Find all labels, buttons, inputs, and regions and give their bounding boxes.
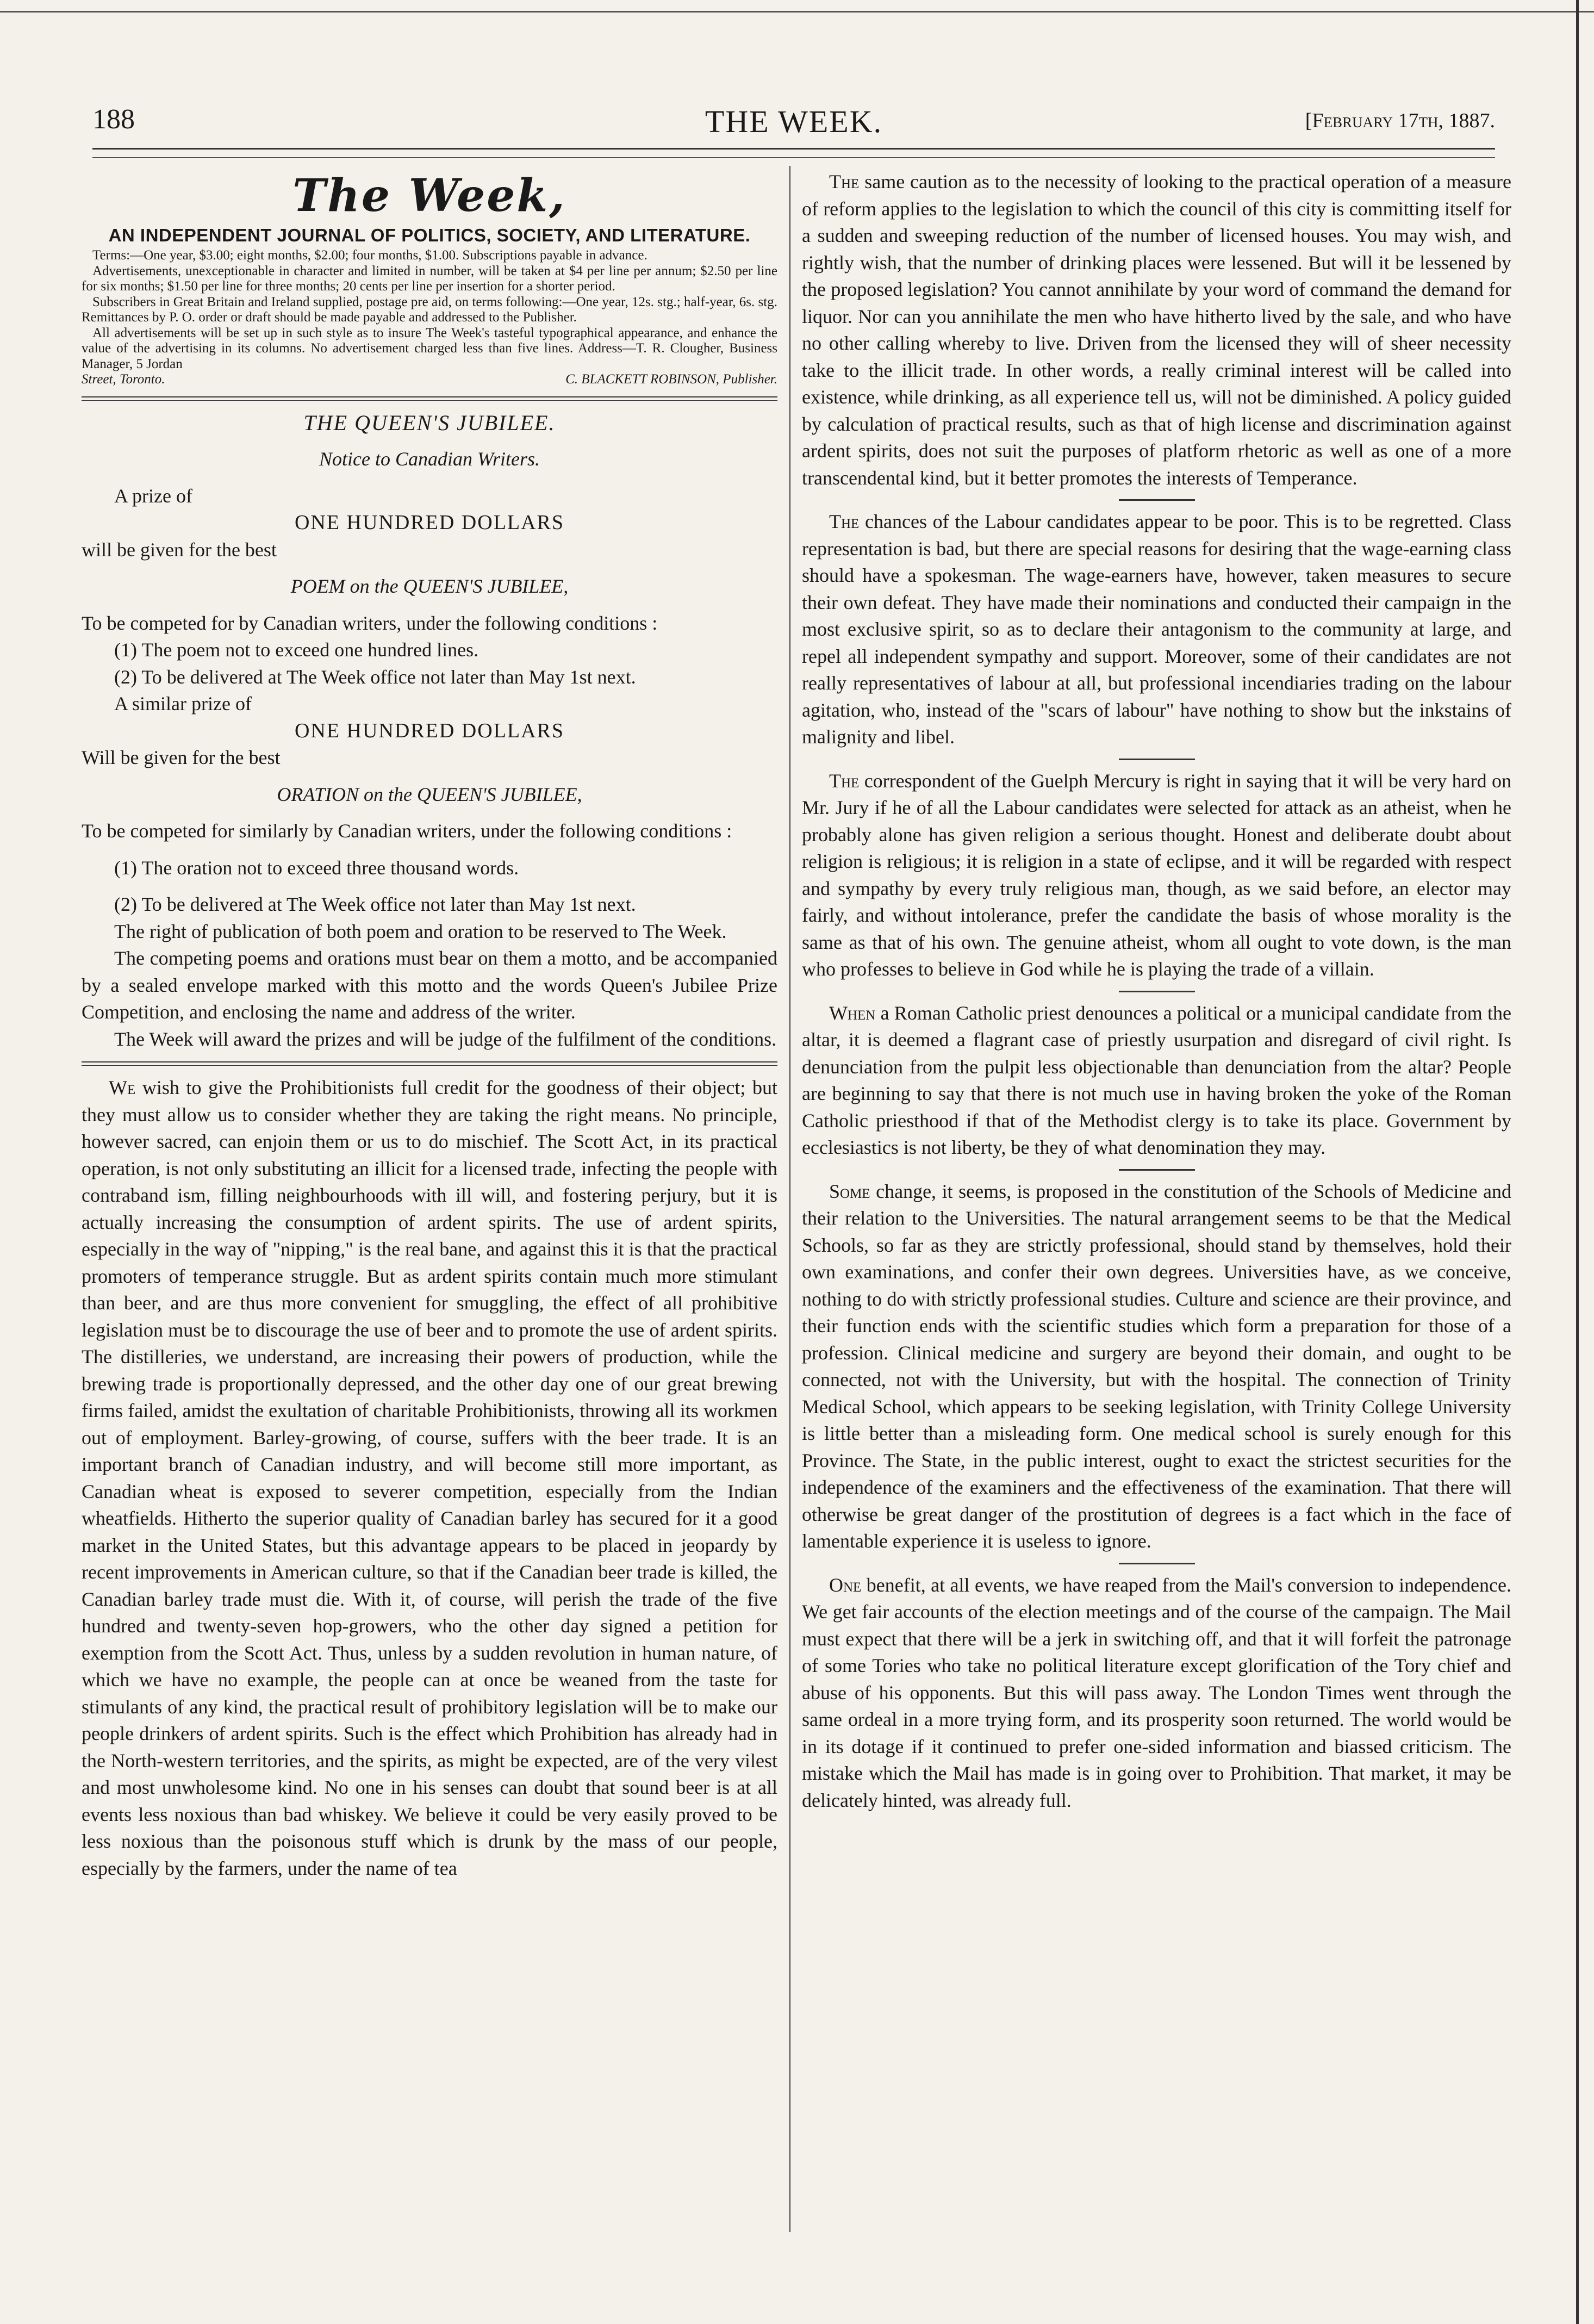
publication-rights: The right of publication of both poem and oration to be reserved to The Week. — [114, 920, 727, 942]
section-rule — [82, 396, 777, 401]
denunciation-article — [802, 1000, 1511, 1161]
article-body: wish to give the Prohibitionists full credit for the goodness of their object; but they must allow us to consider whether they are taking the right means. No principle, however sacred, can enjoin them or us to do mischief. The Scott Act, in its practical operation, is not only substituting an illicit for a licensed trade, infecting the people with contraband ism, filling neighbourhoods with ill will, and fostering perjury, but it is actually increasing the consumption of ardent spirits. The use of ardent spirits, especially in the way of "nipping," is the real bane, and against this it is that the practical promoters of temperance struggle. But as ardent spirits contain much more stimulant than beer, and are thus more convenient for smuggling, the effect of all prohibitive legislation must be to discourage the use of beer and to promote the use of ardent spirits. The distilleries, we understand, are increasing their powers of production, while the brewing trade is proportionally depressed, and the other day one of our great brewing firms failed, amidst the exultation of charitable Prohibitionists, throwing all its workmen out of employment. Barley-growing, of course, suffers with the beer trade. It is an important branch of Canadian industry, and will become still more important, as Canadian wheat is exposed to severer competition, especially from the Indian wheatfields. Hitherto the superior quality of Canadian barley has secured for it a good market in the United States, but this advantage appears to be placed in jeopardy by recent improvements in American culture, so that if the Canadian beer trade is killed, the Canadian barley trade must die. With it, of course, will perish the trade of the five hundred and twenty-seven hop-growers, who the other day signed a petition for exemption from the Scott Act. Thus, unless by a sudden revolution in human nature, of which we have no example, the people can at once be weaned from the taste for stimulants of any kind, the practical result of prohibitory legislation will be to make our people drinkers of ardent spirits. Such is the effect which Prohibition has already had in the North-western territories, and the spirits, as might be expected, are of the very vilest and most unwholesome kind. No one in his senses can doubt that sound beer is at all events less noxious than bad whiskey. We believe it could be very easily proved to be less noxious than the poisonous stuff which is drunk by the mass of our people, especially by the farmers, under the name of tea — [82, 1077, 777, 1879]
article-lead-word: One — [829, 1574, 862, 1596]
award-notice: The Week will award the prizes and will be judge of the fulfilment of the conditions. — [114, 1028, 777, 1050]
article-body: change, it seems, is proposed in the constitution of the Schools of Medicine and their relation to the Universities. The natural arrangement seems to be that the Medical Schools, so far as they are strictly professional, should stand by themselves, hold their own examinations, and confer their own degrees. Universities have, as we conceive, nothing to do with strictly professional studies. Culture and science are their province, and their function ends with the scientific studies which form a preparation for those of a profession. Clinical medicine and surgery are beyond their domain, and ought to be connected, not with the University, but with the hospital. The connection of Trinity Medical School, which appears to be seeking legislation, with Trinity College University is little better than a misleading form. One medical school is surely enough for this Province. The State, in the public interest, ought to exact the strictest securities for the independence of the examiners and the effectiveness of the examination. That there will otherwise be great danger of the prostitution of degrees is a fact which in the face of lamentable experience it is useless to ignore. — [802, 1180, 1511, 1552]
article-body: same caution as to the necessity of looking to the practical operation of a measure of reform applies to the legislation to which the council of this city is committing itself for a sudden and sweeping reduction of the number of licensed houses. You may wish, and rightly wish, that the number of drinking places were lessened. But will it be lessened by the proposed legislation? You cannot annihilate by your word of command the demand for liquor. Nor can you annihilate the men who have hitherto lived by the sale, and who have no other calling whereby to live. Driven from the licensed they will of sheer necessity take to the illicit trade. In other words, a really criminal interest will be called into existence, while drinking, as all experience tell us, will not be diminished. A policy guided by calculation of practical results, such as that of high license and discrimination against ardent spirits, does not suit the purposes of platform rhetoric as well as one of a more transcendental kind, but it better promotes the interests of Temperance. — [802, 171, 1512, 489]
top-border-rule — [0, 11, 1594, 13]
article-separator — [1119, 759, 1195, 760]
publisher-signature — [82, 372, 777, 388]
article-body: chances of the Labour candidates appear to be poor. This is to be regretted. Class representation is bad, but there are special reasons for desiring that the wage-earning class should have a spokesman. The wage-earners have, however, taken measures to secure their own defeat. They have made their nominations and conducted their campaign in the most exclusive spirit, so as to declare their antagonism to the community at large, and repel all independent sympathy and support. Moreover, some of their candidates are not really representatives of labour at all, but professional incendiaries trading on the labour agitation, who, instead of the "scars of labour" have nothing to show but the inkstains of malignity and libel. — [802, 511, 1511, 748]
jubilee-heading: THE QUEEN'S JUBILEE. — [303, 410, 556, 435]
article-lead-word: The — [829, 769, 860, 792]
article-lead-word: The — [829, 511, 860, 532]
similar-prize: A similar prize of — [114, 693, 252, 714]
masthead-subtitle: AN INDEPENDENT JOURNAL OF POLITICS, SOCIETY, AND LITERATURE. — [108, 225, 751, 245]
article-body: a Roman Catholic priest denounces a political or a municipal candidate from the altar, it is deemed a flagrant case of priestly usurpation and disregard of civil right. Is denunciation from the pulpit less objectionable than denunciation from the altar? People are beginning to say that there is not much use in having broken the yoke of the Roman Catholic priesthood if that of the Methodist clergy is to take its place. Government by ecclesiastics is not liberty, be they of what denomination they may. — [802, 1002, 1512, 1158]
oration-conditions-intro: To be competed for similarly by Canadian writers, under the following conditions : — [82, 820, 732, 842]
header-rule — [92, 148, 1495, 158]
article-separator — [1119, 991, 1195, 992]
article-body: correspondent of the Guelph Mercury is right in saying that it will be very hard on Mr. Jury if he of all the Labour candidates were selected for attack as an atheist, when he probably alone has given religion a serious thought. Honest and deliberate doubt about religion is religious; it is religion in a state of eclipse, and it will be regarded with respect and sympathy by every truly religious man, though, as we said before, an elector may fairly, and without intolerance, prefer the candidate the basis of whose morality is the same as that of his own. The genuine atheist, whom all ought to vote down, is the man who professes to believe in God while he is playing the trade of a villain. — [802, 769, 1511, 980]
poem-condition: (2) To be delivered at The Week office not later than May 1st next. — [114, 666, 636, 688]
prize-will-be-2: Will be given for the best — [82, 747, 281, 768]
oration-title: ORATION on the QUEEN'S JUBILEE, — [277, 783, 582, 805]
jubilee-subheading: Notice to Canadian Writers. — [319, 448, 540, 470]
article-lead-word: We — [109, 1077, 136, 1098]
prohibition-article — [82, 1074, 777, 1882]
mail-article — [802, 1572, 1511, 1815]
article-lead-word: Some — [829, 1180, 870, 1202]
labour-candidates-article — [802, 508, 1511, 751]
page-edge — [1576, 0, 1579, 2324]
prize-amount: ONE HUNDRED DOLLARS — [294, 511, 565, 534]
prize-amount-2: ONE HUNDRED DOLLARS — [294, 719, 565, 742]
prize-will-be: will be given for the best — [82, 538, 277, 561]
column-divider — [789, 166, 790, 2232]
article-separator — [1119, 1169, 1195, 1171]
publisher-name: C. BLACKETT ROBINSON, Publisher. — [565, 372, 777, 387]
licensing-article — [802, 169, 1511, 492]
issue-date: [February 17th, 1887. — [1305, 109, 1495, 132]
motto-instructions: The competing poems and orations must bear on them a motto, and be accompanied by a sealed envelope marked with this motto and the words Queen's Jubilee Prize Competition, and enclosing the name and address of the writer. — [82, 947, 777, 1023]
terms-line: Subscribers in Great Britain and Ireland supplied, postage pre aid, on terms following:—One year, 12s. stg.; half-year, 6s. stg. Remittances by P. O. order or draft should be made payable and addressed to the Publisher. — [82, 294, 777, 325]
address-street: Street, Toronto. — [82, 372, 165, 387]
section-rule — [82, 1061, 777, 1066]
right-column — [802, 169, 1511, 1814]
oration-condition: (2) To be delivered at The Week office not later than May 1st next. — [114, 893, 636, 915]
oration-condition: (1) The oration not to exceed three thousand words. — [114, 856, 519, 879]
page-number: 188 — [92, 104, 135, 135]
article-lead-word: When — [829, 1002, 876, 1024]
terms-line: Advertisements, unexceptionable in character and limited in number, will be taken at $4 per line per annum; $2.50 per line for six months; $1.50 per line for three months; 20 cents per line per insertion for a shorter period. — [82, 263, 777, 294]
left-column — [82, 169, 777, 1882]
poem-conditions-intro: To be competed for by Canadian writers, under the following conditions : — [82, 612, 658, 634]
running-header — [92, 103, 1495, 147]
prize-intro: A prize of — [114, 484, 192, 507]
terms-line: All advertisements will be set up in such style as to insure The Week's tasteful typographical appearance, and enhance the value of the advertising in its columns. No advertisement charged less than five lines. Address—T. R. Clougher, Business Manager, 5 Jordan — [82, 325, 777, 371]
medical-schools-article — [802, 1178, 1511, 1555]
terms-line: Terms:—One year, $3.00; eight months, $2.00; four months, $1.00. Subscriptions payable in advance. — [92, 248, 647, 263]
journal-title: THE WEEK. — [705, 104, 883, 139]
masthead-title: The Week, — [292, 170, 566, 222]
atheist-article — [802, 768, 1511, 983]
poem-condition: (1) The poem not to exceed one hundred lines. — [114, 639, 479, 661]
article-lead-word: The — [829, 171, 860, 192]
article-separator — [1119, 499, 1195, 501]
subscription-terms — [82, 248, 777, 388]
article-body: benefit, at all events, we have reaped from the Mail's conversion to independence. We get fair accounts of the election meetings and of the course of the campaign. The Mail must expect that there will be a jerk in switching off, and that it will forfeit the patronage of some Tories who take no political literature except glorification of the Tory chief and abuse of his opponents. But this will pass away. The London Times went through the same ordeal in a more trying form, and its prosperity soon returned. The world would be in its dotage if it continued to prefer one-sided information and biassed criticism. The mistake which the Mail has made is in going over to Prohibition. That market, it may be delicately hinted, was already full. — [802, 1574, 1511, 1811]
poem-title: POEM on the QUEEN'S JUBILEE, — [290, 575, 569, 597]
article-separator — [1119, 1563, 1195, 1564]
